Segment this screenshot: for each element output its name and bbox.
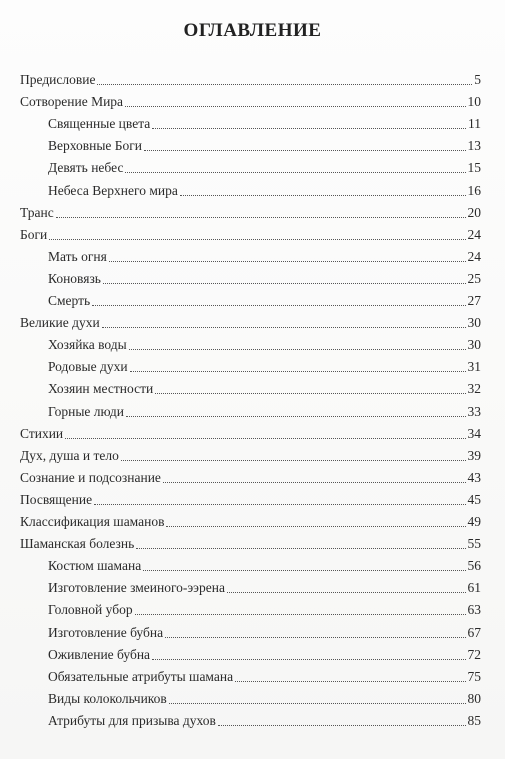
toc-entry-page-number: 24 bbox=[467, 226, 481, 242]
dot-leader bbox=[129, 348, 466, 350]
toc-entry[interactable] bbox=[48, 331, 481, 353]
toc-entry-label: Шаманская болезнь bbox=[20, 536, 135, 552]
toc-entry-page-number: 43 bbox=[467, 469, 481, 485]
toc-entry[interactable] bbox=[48, 265, 481, 287]
dot-leader bbox=[125, 171, 465, 173]
toc-entry-label: Стихии bbox=[20, 425, 64, 441]
toc-entry[interactable] bbox=[20, 420, 481, 442]
toc-entry[interactable] bbox=[48, 619, 481, 641]
toc-entry-label: Горные люди bbox=[48, 403, 125, 419]
toc-entry-label: Головной убор bbox=[48, 602, 133, 618]
toc-entry[interactable] bbox=[48, 707, 481, 729]
toc-entry[interactable] bbox=[48, 375, 481, 397]
toc-entry[interactable] bbox=[48, 154, 481, 176]
toc-entry[interactable] bbox=[48, 110, 481, 132]
toc-entry-label: Мать огня bbox=[48, 248, 107, 264]
dot-leader bbox=[227, 591, 466, 593]
toc-entry-label: Боги bbox=[20, 226, 48, 242]
dot-leader bbox=[102, 326, 466, 328]
dot-leader bbox=[152, 658, 465, 660]
toc-entry-page-number: 20 bbox=[467, 204, 481, 220]
toc-entry-page-number: 31 bbox=[467, 359, 481, 375]
dot-leader bbox=[135, 613, 466, 615]
toc-entry-page-number: 34 bbox=[467, 425, 481, 441]
dot-leader bbox=[169, 702, 466, 704]
dot-leader bbox=[166, 525, 465, 527]
toc-entry-label: Родовые духи bbox=[48, 359, 128, 375]
toc-entry[interactable] bbox=[48, 398, 481, 420]
toc-entry-page-number: 55 bbox=[467, 536, 481, 552]
toc-entry-label: Хозяин местности bbox=[48, 381, 154, 397]
toc-entry-label: Изготовление бубна bbox=[48, 624, 164, 640]
toc-entry[interactable] bbox=[20, 530, 481, 552]
toc-entry-label: Посвящение bbox=[20, 491, 93, 507]
toc-entry-label: Обязательные атрибуты шамана bbox=[48, 668, 234, 684]
toc-entry-page-number: 5 bbox=[474, 72, 481, 87]
toc-entry-page-number: 75 bbox=[467, 668, 481, 684]
toc-entry-page-number: 80 bbox=[467, 690, 481, 706]
toc-entry[interactable] bbox=[48, 663, 481, 685]
toc-entry-page-number: 10 bbox=[467, 94, 481, 110]
dot-leader bbox=[180, 194, 466, 196]
toc-entry-page-number: 15 bbox=[467, 160, 481, 176]
toc-entry-page-number: 63 bbox=[467, 602, 481, 618]
toc-entry-label: Коновязь bbox=[48, 270, 101, 286]
dot-leader bbox=[165, 636, 465, 638]
toc-entry[interactable] bbox=[20, 464, 481, 486]
toc-entry-page-number: 32 bbox=[467, 381, 481, 397]
dot-leader bbox=[130, 370, 466, 372]
toc-entry[interactable] bbox=[48, 596, 481, 618]
dot-leader bbox=[218, 724, 466, 726]
toc-entry-page-number: 11 bbox=[468, 116, 481, 132]
dot-leader bbox=[65, 437, 465, 439]
toc-entry-label: Дух, душа и тело bbox=[20, 447, 119, 463]
toc-entry-label: Атрибуты для призыва духов bbox=[48, 712, 216, 728]
toc-entry-page-number: 61 bbox=[467, 580, 481, 596]
dot-leader bbox=[152, 127, 466, 129]
toc-entry-label: Верховные Боги bbox=[48, 138, 143, 154]
dot-leader bbox=[92, 304, 465, 306]
toc-entry-label: Костюм шамана bbox=[48, 558, 142, 574]
toc-entry[interactable] bbox=[48, 287, 481, 309]
dot-leader bbox=[144, 149, 465, 151]
toc-entry-page-number: 30 bbox=[467, 315, 481, 331]
toc-entry[interactable] bbox=[48, 641, 481, 663]
toc-entry-page-number: 67 bbox=[467, 624, 481, 640]
toc-entry-page-number: 45 bbox=[467, 491, 481, 507]
toc-entry[interactable] bbox=[20, 508, 481, 530]
toc-entry-page-number: 85 bbox=[467, 712, 481, 728]
toc-entry-page-number: 30 bbox=[467, 337, 481, 353]
dot-leader bbox=[143, 569, 465, 571]
toc-entry-label: Смерть bbox=[48, 293, 91, 308]
dot-leader bbox=[109, 260, 466, 262]
toc-entry-label: Предисловие bbox=[20, 72, 96, 87]
page-title: ОГЛАВЛЕНИЕ bbox=[183, 20, 322, 41]
toc-entry[interactable] bbox=[48, 552, 481, 574]
dot-leader bbox=[235, 680, 465, 682]
toc-entry-label: Девять небес bbox=[48, 160, 124, 176]
toc-entry-page-number: 25 bbox=[467, 270, 481, 286]
toc-entry-page-number: 33 bbox=[467, 403, 481, 419]
toc-entry-label: Сознание и подсознание bbox=[20, 469, 161, 485]
dot-leader bbox=[155, 392, 465, 394]
toc-entry-label: Транс bbox=[20, 204, 54, 220]
toc-entry-page-number: 24 bbox=[467, 248, 481, 264]
toc-entry-label: Сотворение Мира bbox=[20, 94, 124, 110]
toc-entry[interactable] bbox=[48, 574, 481, 596]
toc-entry-label: Великие духи bbox=[20, 315, 100, 331]
toc-entry-page-number: 27 bbox=[467, 293, 481, 308]
toc-entry-label: Хозяйка воды bbox=[48, 337, 127, 353]
toc-entry[interactable] bbox=[48, 685, 481, 707]
toc-entry[interactable] bbox=[48, 177, 481, 199]
toc-entry[interactable] bbox=[48, 243, 481, 265]
toc-entry[interactable] bbox=[20, 88, 481, 110]
toc-entry-page-number: 16 bbox=[467, 182, 481, 198]
dot-leader bbox=[56, 216, 466, 218]
dot-leader bbox=[136, 547, 465, 549]
toc-entry[interactable] bbox=[20, 199, 481, 221]
toc-entry-label: Оживление бубна bbox=[48, 646, 151, 662]
toc-entry[interactable] bbox=[20, 66, 481, 88]
dot-leader bbox=[103, 282, 466, 284]
dot-leader bbox=[163, 481, 466, 483]
toc-entry[interactable] bbox=[20, 309, 481, 331]
dot-leader bbox=[49, 238, 465, 240]
dot-leader bbox=[126, 415, 465, 417]
dot-leader bbox=[97, 83, 472, 85]
toc-entry[interactable] bbox=[20, 442, 481, 464]
toc-entry-page-number: 13 bbox=[467, 138, 481, 154]
toc-entry-label: Священные цвета bbox=[48, 116, 151, 132]
toc-entry[interactable] bbox=[48, 132, 481, 154]
toc-entry[interactable] bbox=[48, 353, 481, 375]
dot-leader bbox=[94, 503, 465, 505]
toc-entry[interactable] bbox=[20, 221, 481, 243]
dot-leader bbox=[125, 105, 465, 107]
toc-entry-page-number: 39 bbox=[467, 447, 481, 463]
toc-entry-label: Изготовление змеиного-ээрена bbox=[48, 580, 225, 596]
toc-entry-label: Классификация шаманов bbox=[20, 514, 165, 529]
toc-entry[interactable] bbox=[20, 486, 481, 508]
dot-leader bbox=[121, 459, 466, 461]
toc-entry-page-number: 49 bbox=[467, 514, 481, 529]
toc-entry-page-number: 56 bbox=[467, 558, 481, 574]
toc-entry-label: Виды колокольчиков bbox=[48, 690, 167, 706]
toc-entry-label: Небеса Верхнего мира bbox=[48, 182, 178, 198]
toc-entry-page-number: 72 bbox=[467, 646, 481, 662]
